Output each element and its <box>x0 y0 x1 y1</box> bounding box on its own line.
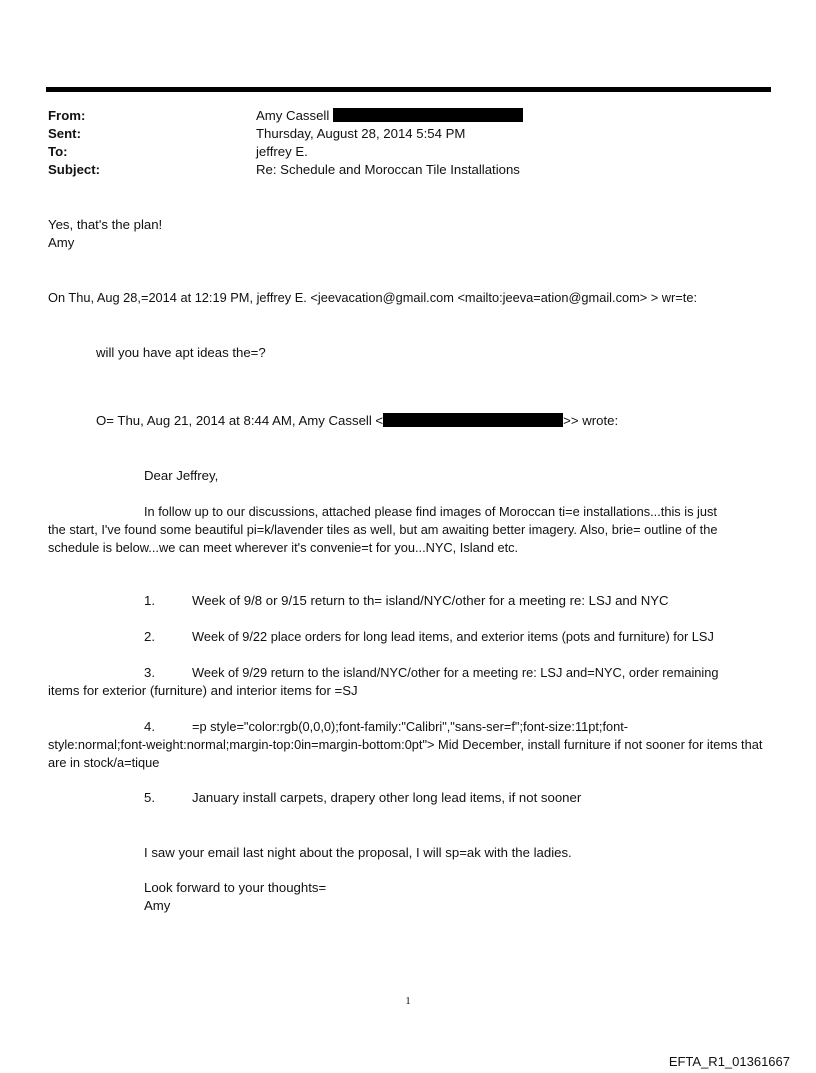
header-rule <box>46 87 771 92</box>
sent-value: Thursday, August 28, 2014 5:54 PM <box>256 126 466 141</box>
item-text-continued: items for exterior (furniture) and interior items for =SJ <box>48 683 358 698</box>
page-number: 1 <box>405 995 411 1007</box>
to-label: To: <box>48 144 68 159</box>
quote1-attribution: On Thu, Aug 28,=2014 at 12:19 PM, jeffrey E. <jeevacation@gmail.com <mailto:jeeva=ation@gmail.com> > wr=te: <box>48 290 698 305</box>
reply-signature: Amy <box>48 235 75 250</box>
intro-first-line: In follow up to our discussions, attached please find images of Moroccan ti=e installations...this is just <box>144 504 717 519</box>
item-text: January install carpets, drapery other long lead items, if not sooner <box>192 790 582 805</box>
reply-line-1: Yes, that's the plan! <box>48 217 163 232</box>
from-value <box>256 107 523 125</box>
item-number: 1. <box>144 593 155 608</box>
quote2-attribution <box>96 412 618 430</box>
redaction-box <box>383 413 563 427</box>
item-number: 4. <box>144 719 155 734</box>
item-text: Week of 9/8 or 9/15 return to th= island/NYC/other for a meeting re: LSJ and NYC <box>192 593 669 608</box>
to-value: jeffrey E. <box>256 144 308 159</box>
from-label: From: <box>48 108 86 123</box>
closing-line-2: Look forward to your thoughts= <box>144 880 327 895</box>
header-subject <box>48 161 568 179</box>
item-number: 5. <box>144 790 155 805</box>
sent-label: Sent: <box>48 126 81 141</box>
item-text: Week of 9/22 place orders for long lead items, and exterior items (pots and furniture) for LSJ <box>192 629 714 644</box>
quote1-text: will you have apt ideas the=? <box>96 345 266 360</box>
header-sent <box>48 125 568 143</box>
item-text: Week of 9/29 return to the island/NYC/other for a meeting re: LSJ and=NYC, order remaining <box>192 665 719 680</box>
header-from <box>48 107 568 125</box>
from-name: Amy Cassell <box>256 108 330 123</box>
subject-value: Re: Schedule and Moroccan Tile Installations <box>256 162 520 177</box>
intro-rest: the start, I've found some beautiful pi=k/lavender tiles as well, but am awaiting better imagery. Also, brie= outline of the schedule is below...we can meet wherever it's convenie=t for you...NYC, Island etc. <box>48 522 718 555</box>
document-id: EFTA_R1_01361667 <box>668 1054 790 1069</box>
closing-signature: Amy <box>144 898 171 913</box>
redaction-box <box>333 108 523 122</box>
greeting: Dear Jeffrey, <box>144 468 219 483</box>
item-number: 2. <box>144 629 155 644</box>
item-text: =p style="color:rgb(0,0,0);font-family:"Calibri","sans-ser=f";font-size:11pt;font- <box>192 719 629 734</box>
item-number: 3. <box>144 665 155 680</box>
quote2-attribution-start: O= Thu, Aug 21, 2014 at 8:44 AM, Amy Cassell < <box>96 413 384 428</box>
subject-label: Subject: <box>48 162 101 177</box>
closing-line: I saw your email last night about the proposal, I will sp=ak with the ladies. <box>144 845 572 860</box>
header-to <box>48 143 568 161</box>
item-text-continued: style:normal;font-weight:normal;margin-top:0in=margin-bottom:0pt"> Mid December, install furniture if not sooner for items that are in stock/a=tique <box>48 737 763 770</box>
quote2-attribution-end: >> wrote: <box>563 413 619 428</box>
